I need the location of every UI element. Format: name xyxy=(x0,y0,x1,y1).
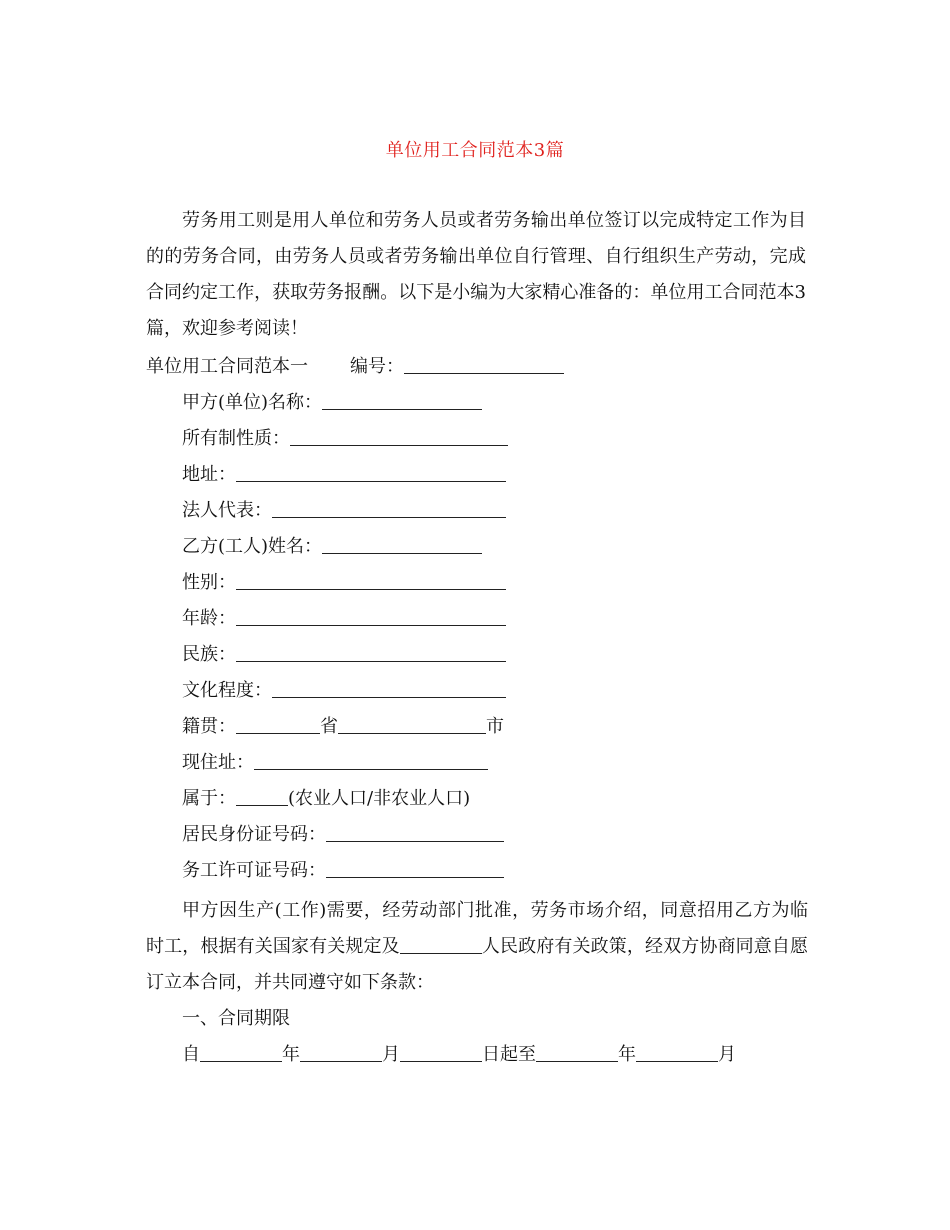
address-line xyxy=(182,463,506,487)
legal-rep-blank xyxy=(272,499,506,518)
id-number-line xyxy=(182,823,504,847)
gender-line xyxy=(182,571,506,595)
ownership-line xyxy=(182,427,508,451)
clause1-heading-line xyxy=(182,1007,290,1031)
party-b-name-blank xyxy=(322,535,482,554)
end-year-blank xyxy=(536,1043,618,1062)
party-a-name-label: 甲方(单位)名称： xyxy=(182,392,323,413)
work-permit-line xyxy=(182,859,504,883)
city-label: 市 xyxy=(486,716,504,737)
province-label: 省 xyxy=(320,716,338,737)
start-day-blank xyxy=(400,1043,482,1062)
legal-rep-label: 法人代表： xyxy=(182,500,272,521)
work-permit-blank xyxy=(326,859,504,878)
section-heading: 单位用工合同范本一 xyxy=(146,356,308,377)
government-blank xyxy=(400,935,482,954)
number-blank xyxy=(404,355,564,374)
current-address-blank xyxy=(254,751,488,770)
intro-paragraph xyxy=(146,203,806,347)
document-title: 单位用工合同范本3篇 xyxy=(385,140,565,161)
legal-rep-line xyxy=(182,499,506,523)
number-label: 编号： xyxy=(350,356,404,377)
id-number-label: 居民身份证号码： xyxy=(182,824,326,845)
party-a-name-line xyxy=(182,391,482,415)
clause1-heading: 一、合同期限 xyxy=(182,1008,290,1029)
ethnicity-blank xyxy=(236,643,506,662)
current-address-line xyxy=(182,751,488,775)
party-b-name-line xyxy=(182,535,482,559)
current-address-label: 现住址： xyxy=(182,752,254,773)
belongs-to-label: 属于： xyxy=(182,788,236,809)
work-permit-label: 务工许可证号码： xyxy=(182,860,326,881)
age-label: 年龄： xyxy=(182,608,236,629)
city-blank xyxy=(338,715,486,734)
body-text-part2: 人民政府有关政策，经双方协商同意自愿订立本合同，并共同遵守如下条款： xyxy=(146,936,808,993)
section-heading-line xyxy=(146,355,564,379)
ethnicity-line xyxy=(182,643,506,667)
age-line xyxy=(182,607,506,631)
belongs-to-options: (农业人口/非农业人口) xyxy=(288,788,471,809)
id-number-blank xyxy=(326,823,504,842)
gender-label: 性别： xyxy=(182,572,236,593)
body-paragraph xyxy=(146,893,808,1001)
term-line xyxy=(182,1043,736,1067)
education-blank xyxy=(272,679,506,698)
party-a-name-blank xyxy=(322,391,482,410)
province-blank xyxy=(236,715,320,734)
native-place-line xyxy=(182,715,504,739)
term-day-from-to: 日起至 xyxy=(482,1044,536,1065)
ownership-blank xyxy=(290,427,508,446)
end-month-blank xyxy=(636,1043,718,1062)
term-month: 月 xyxy=(382,1044,400,1065)
ownership-label: 所有制性质： xyxy=(182,428,290,449)
term-month2: 月 xyxy=(718,1044,736,1065)
term-from: 自 xyxy=(182,1044,200,1065)
address-blank xyxy=(236,463,506,482)
gender-blank xyxy=(236,571,506,590)
education-line xyxy=(182,679,506,703)
party-b-name-label: 乙方(工人)姓名： xyxy=(182,536,323,557)
start-month-blank xyxy=(300,1043,382,1062)
term-year: 年 xyxy=(282,1044,300,1065)
start-year-blank xyxy=(200,1043,282,1062)
age-blank xyxy=(236,607,506,626)
intro-text: 劳务用工则是用人单位和劳务人员或者劳务输出单位签订以完成特定工作为目的的劳务合同，由劳务人员或者劳务输出单位自行管理、自行组织生产劳动，完成合同约定工作，获取劳务报酬。以下是小编为大家精心准备的：单位用工合同范本3篇，欢迎参考阅读！ xyxy=(146,210,806,339)
term-year2: 年 xyxy=(618,1044,636,1065)
native-place-label: 籍贯： xyxy=(182,716,236,737)
belongs-to-blank xyxy=(236,787,288,806)
body-text xyxy=(146,893,808,1001)
education-label: 文化程度： xyxy=(182,680,272,701)
address-label: 地址： xyxy=(182,464,236,485)
belongs-to-line xyxy=(182,787,470,811)
ethnicity-label: 民族： xyxy=(182,644,236,665)
body-text-part1: 甲方因生产(工作)需要，经劳动部门批准，劳务市场介绍，同意招用乙方为临时工，根据有关国家有关规定及 xyxy=(146,900,808,957)
